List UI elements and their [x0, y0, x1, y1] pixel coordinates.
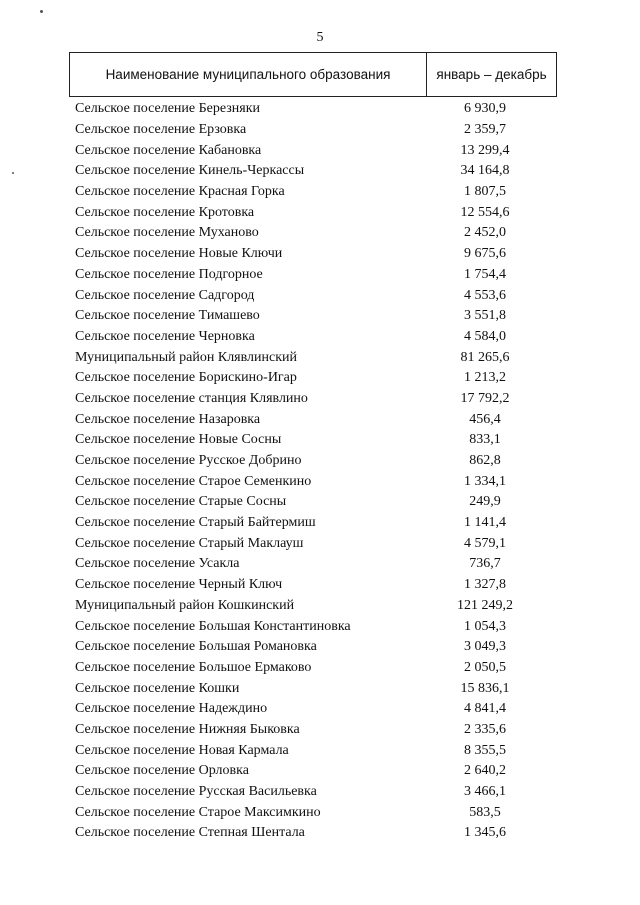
municipality-name: Сельское поселение Садгород — [75, 287, 255, 303]
municipality-name: Сельское поселение Кротовка — [75, 204, 255, 220]
period-value: 121 249,2 — [457, 597, 513, 613]
period-value: 15 836,1 — [460, 680, 510, 696]
table-row — [75, 182, 555, 203]
table-header — [69, 52, 557, 97]
municipality-name: Сельское поселение Кинель-Черкассы — [75, 163, 305, 179]
municipality-name: Сельское поселение Новые Сосны — [75, 432, 282, 448]
municipality-name: Сельское поселение Орловка — [75, 763, 249, 779]
table-row — [75, 471, 555, 492]
municipality-name: Сельское поселение Новая Кармала — [75, 742, 289, 758]
table-row — [75, 161, 555, 182]
period-value: 862,8 — [469, 453, 501, 469]
period-value: 8 355,5 — [464, 742, 506, 758]
table-row — [75, 823, 555, 844]
table-row — [75, 720, 555, 741]
municipality-name: Сельское поселение Муханово — [75, 225, 259, 241]
table-row — [75, 120, 555, 141]
table-row — [75, 678, 555, 699]
municipality-name: Сельское поселение Черновка — [75, 328, 255, 344]
scan-speck — [40, 10, 43, 13]
municipality-name: Сельское поселение станция Клявлино — [75, 390, 308, 406]
period-value: 9 675,6 — [464, 246, 506, 262]
period-value: 1 807,5 — [464, 184, 506, 200]
municipality-name: Сельское поселение Тимашево — [75, 308, 260, 324]
table-row — [75, 596, 555, 617]
table-row — [75, 244, 555, 265]
table-row — [75, 554, 555, 575]
municipality-name: Сельское поселение Надеждино — [75, 701, 268, 717]
table-row — [75, 492, 555, 513]
period-value: 249,9 — [469, 494, 501, 510]
municipality-name: Сельское поселение Красная Горка — [75, 184, 285, 200]
period-value: 3 049,3 — [464, 639, 506, 655]
period-value: 4 553,6 — [464, 287, 506, 303]
table-row — [75, 533, 555, 554]
table-row — [75, 265, 555, 286]
table-row — [75, 347, 555, 368]
period-value: 12 554,6 — [460, 204, 510, 220]
table-row — [75, 306, 555, 327]
period-value: 456,4 — [469, 411, 501, 427]
municipality-name: Муниципальный район Кошкинский — [75, 597, 295, 613]
period-value: 1 054,3 — [464, 618, 506, 634]
municipality-name: Сельское поселение Назаровка — [75, 411, 261, 427]
municipality-name: Сельское поселение Черный Ключ — [75, 577, 283, 593]
municipality-name: Сельское поселение Нижняя Быковка — [75, 721, 300, 737]
period-value: 81 265,6 — [460, 349, 510, 365]
municipality-name: Сельское поселение Кошки — [75, 680, 240, 696]
municipality-name: Сельское поселение Русская Васильевка — [75, 784, 317, 800]
municipality-name: Сельское поселение Кабановка — [75, 142, 262, 158]
period-value: 2 640,2 — [464, 763, 506, 779]
period-value: 1 141,4 — [464, 515, 506, 531]
municipality-name: Сельское поселение Большое Ермаково — [75, 659, 312, 675]
period-value: 1 334,1 — [464, 473, 506, 489]
table-row — [75, 802, 555, 823]
period-value: 2 335,6 — [464, 721, 506, 737]
header-municipality: Наименование муниципального образования — [70, 53, 427, 96]
period-value: 833,1 — [469, 432, 501, 448]
municipality-name: Сельское поселение Русское Добрино — [75, 453, 302, 469]
municipality-name: Сельское поселение Старый Байтермиш — [75, 515, 316, 531]
table-row — [75, 99, 555, 120]
period-value: 1 345,6 — [464, 825, 506, 841]
municipality-name: Сельское поселение Степная Шентала — [75, 825, 305, 841]
municipality-name: Сельское поселение Борискино-Игар — [75, 370, 297, 386]
municipality-name: Сельское поселение Старое Семенкино — [75, 473, 312, 489]
municipality-name: Сельское поселение Большая Константиновка — [75, 618, 351, 634]
table-row — [75, 140, 555, 161]
table-row — [75, 740, 555, 761]
municipality-name: Сельское поселение Березняки — [75, 101, 261, 117]
table-body — [75, 99, 555, 844]
municipality-name: Сельское поселение Старый Маклауш — [75, 535, 304, 551]
table-row — [75, 202, 555, 223]
period-value: 6 930,9 — [464, 101, 506, 117]
table-row — [75, 368, 555, 389]
period-value: 3 466,1 — [464, 784, 506, 800]
municipality-name: Сельское поселение Большая Романовка — [75, 639, 317, 655]
table-row — [75, 451, 555, 472]
table-row — [75, 409, 555, 430]
table-row — [75, 575, 555, 596]
header-period: январь – декабрь — [436, 67, 547, 82]
period-value: 736,7 — [469, 556, 501, 572]
period-value: 4 584,0 — [464, 328, 506, 344]
table-row — [75, 782, 555, 803]
period-value: 4 841,4 — [464, 701, 506, 717]
table-row — [75, 616, 555, 637]
page-number: 5 — [316, 30, 324, 45]
period-value: 1 327,8 — [464, 577, 506, 593]
table-row — [75, 389, 555, 410]
period-value: 13 299,4 — [460, 142, 510, 158]
table-row — [75, 223, 555, 244]
period-value: 1 213,2 — [464, 370, 506, 386]
municipality-name: Муниципальный район Клявлинский — [75, 349, 298, 365]
scan-speck — [12, 172, 14, 174]
table-row — [75, 513, 555, 534]
period-value: 583,5 — [469, 804, 501, 820]
period-value: 34 164,8 — [460, 163, 510, 179]
table-row — [75, 658, 555, 679]
period-value: 2 050,5 — [464, 659, 506, 675]
period-value: 4 579,1 — [464, 535, 506, 551]
table-row — [75, 637, 555, 658]
municipality-name: Сельское поселение Усакла — [75, 556, 240, 572]
period-value: 2 359,7 — [464, 122, 506, 138]
municipality-name: Сельское поселение Подгорное — [75, 266, 263, 282]
period-value: 1 754,4 — [464, 266, 506, 282]
municipality-name: Сельское поселение Старое Максимкино — [75, 804, 321, 820]
table-row — [75, 430, 555, 451]
municipality-name: Сельское поселение Старые Сосны — [75, 494, 287, 510]
period-value: 3 551,8 — [464, 308, 506, 324]
table-row — [75, 327, 555, 348]
table-row — [75, 761, 555, 782]
table-row — [75, 285, 555, 306]
table-row — [75, 699, 555, 720]
municipality-name: Сельское поселение Новые Ключи — [75, 246, 283, 262]
period-value: 2 452,0 — [464, 225, 506, 241]
municipality-name: Сельское поселение Ерзовка — [75, 122, 247, 138]
period-value: 17 792,2 — [460, 390, 510, 406]
